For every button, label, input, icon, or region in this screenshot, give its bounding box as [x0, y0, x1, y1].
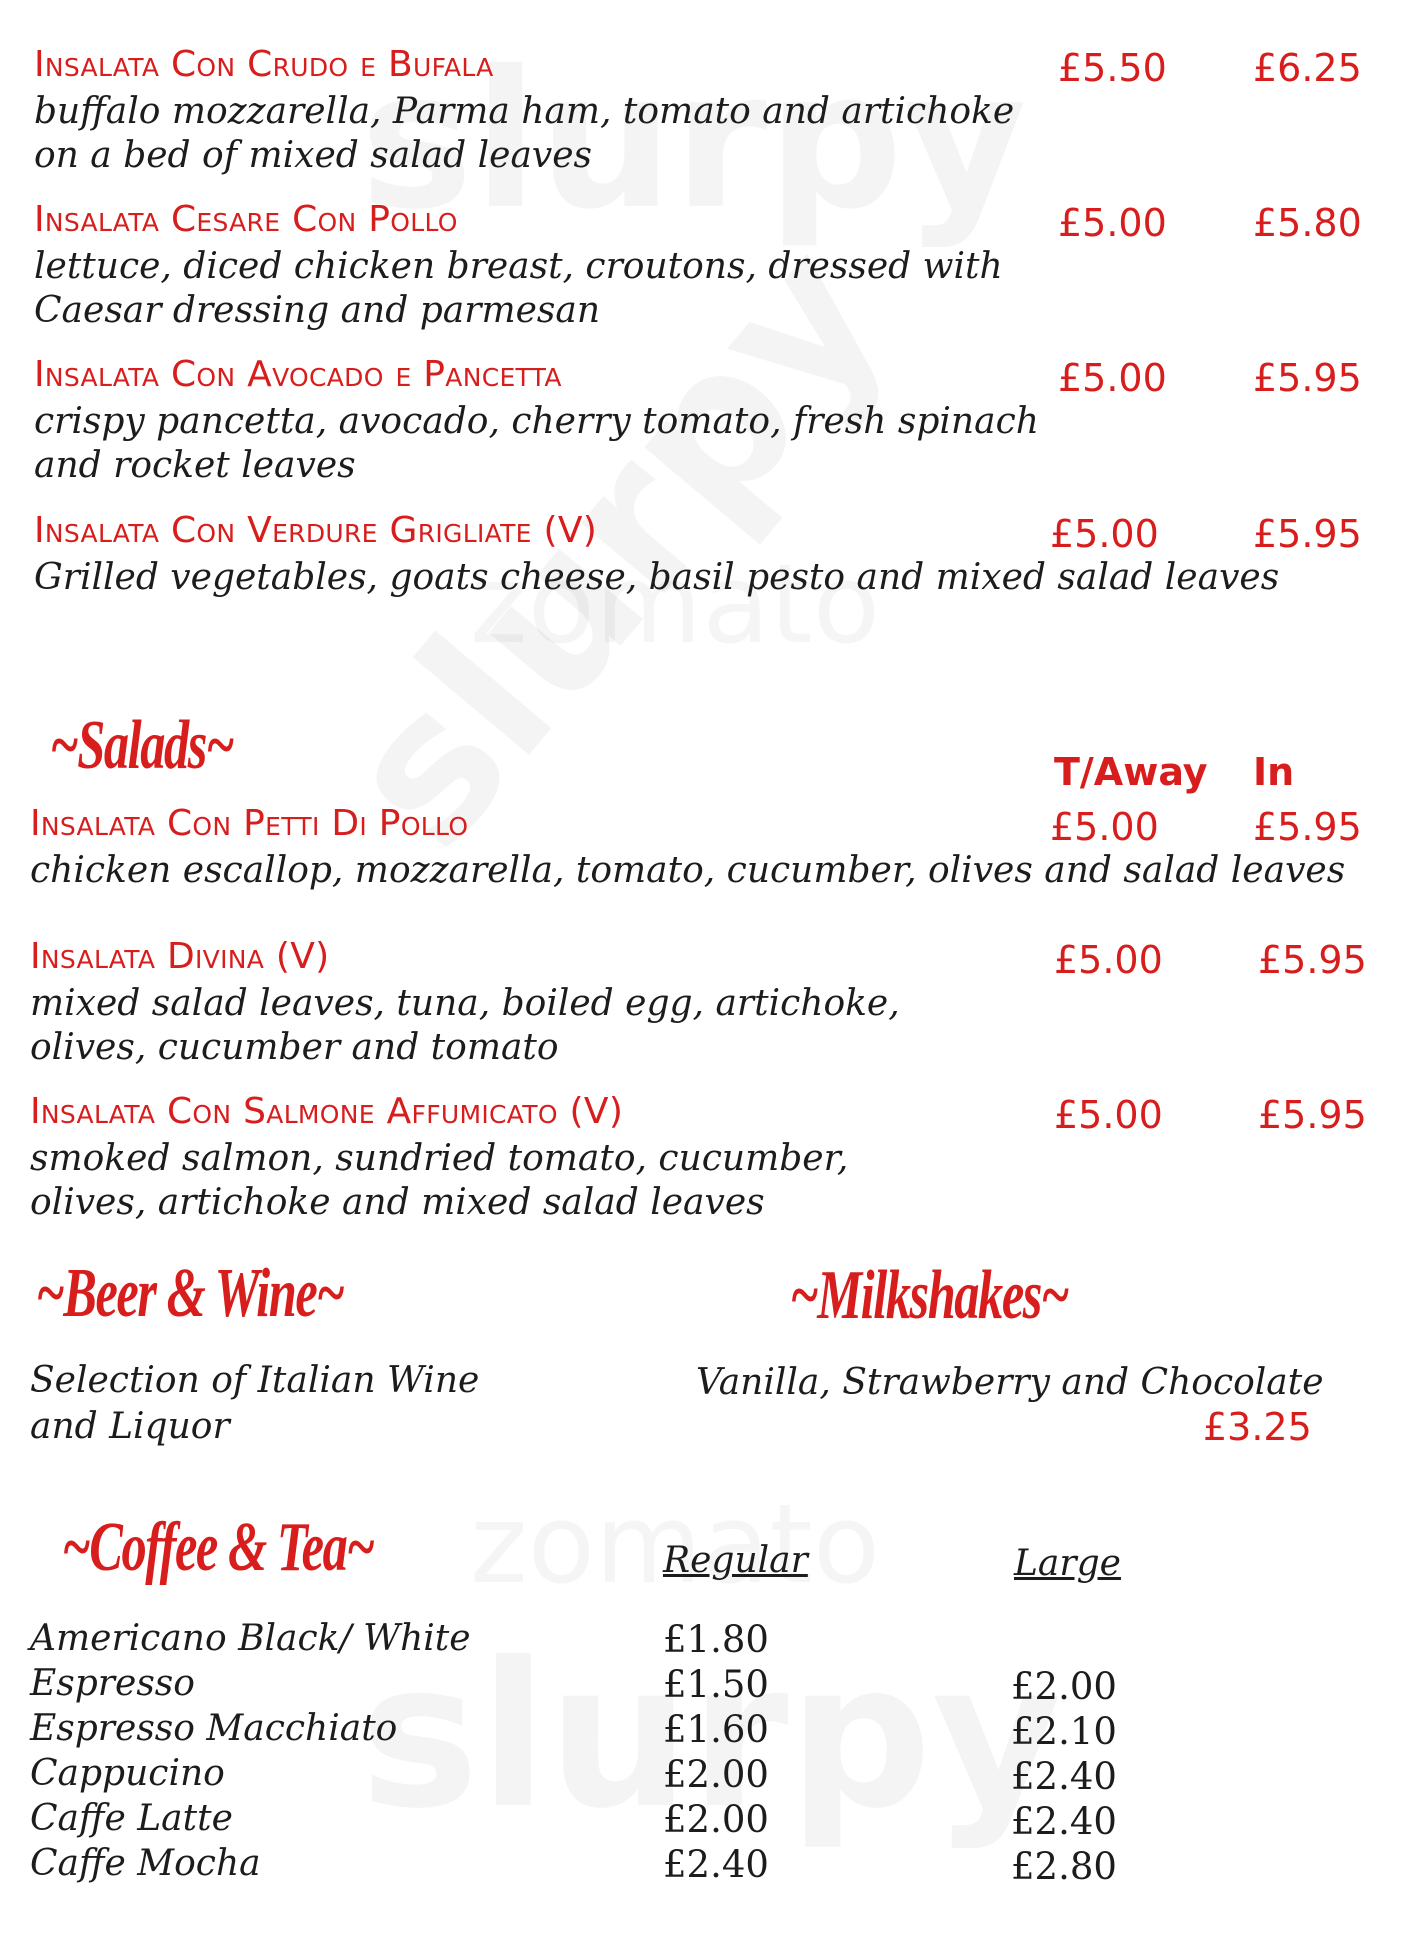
menu-item-description: chicken escallop, mozzarella, tomato, cucumber, olives and salad leaves: [30, 850, 1346, 891]
menu-item-description: smoked salmon, sundried tomato, cucumber,: [30, 1138, 849, 1179]
menu-item-description: lettuce, diced chicken breast, croutons, dressed with: [34, 246, 1003, 287]
price-eat-in: £5.95: [1258, 1093, 1367, 1137]
column-header-eat-in: In: [1253, 750, 1295, 794]
price-eat-in: £5.80: [1253, 201, 1362, 245]
menu-item-description: crispy pancetta, avocado, cherry tomato, fresh spinach: [34, 401, 1039, 442]
menu-item-description: olives, artichoke and mixed salad leaves: [30, 1182, 765, 1223]
price-eat-in: £5.95: [1258, 938, 1367, 982]
price-takeaway: £5.00: [1050, 512, 1159, 556]
coffee-item-name: Espresso: [30, 1663, 195, 1704]
price-large: £2.40: [1011, 1755, 1117, 1798]
menu-item-name: Insalata Divina (V): [30, 936, 330, 977]
menu-item-description: Grilled vegetables, goats cheese, basil pesto and mixed salad leaves: [34, 557, 1280, 598]
price-eat-in: £5.95: [1253, 805, 1362, 849]
coffee-item-name: Caffe Latte: [30, 1798, 233, 1839]
menu-item-description: olives, cucumber and tomato: [30, 1027, 559, 1068]
price-takeaway: £5.00: [1054, 938, 1163, 982]
price-takeaway: £5.00: [1058, 201, 1167, 245]
menu-item-name: Insalata Cesare Con Pollo: [34, 199, 458, 240]
coffee-item-name: Espresso Macchiato: [30, 1708, 398, 1749]
menu-item-description: on a bed of mixed salad leaves: [34, 135, 593, 176]
section-title-salads: ~Salads~: [50, 707, 234, 784]
menu-item-name: Insalata Con Salmone Affumicato (V): [30, 1091, 624, 1132]
column-header-large: Large: [1014, 1543, 1121, 1584]
price-large: £2.40: [1011, 1800, 1117, 1843]
menu-item-name: Insalata Con Avocado e Pancetta: [34, 354, 562, 395]
price-regular: £2.00: [663, 1753, 769, 1796]
section-title-milkshakes: ~Milkshakes~: [790, 1257, 1069, 1334]
column-header-regular: Regular: [663, 1540, 808, 1581]
menu-item-description: Caesar dressing and parmesan: [34, 290, 601, 331]
price-eat-in: £5.95: [1253, 356, 1362, 400]
milkshakes-price: £3.25: [1203, 1405, 1312, 1449]
price-takeaway: £5.00: [1050, 805, 1159, 849]
menu-item-description: and rocket leaves: [34, 445, 356, 486]
section-title-coffee-tea: ~Coffee & Tea~: [62, 1509, 374, 1586]
price-regular: £2.40: [663, 1843, 769, 1886]
price-large: £2.10: [1011, 1710, 1117, 1753]
price-large: £2.80: [1011, 1845, 1117, 1888]
menu-item-description: mixed salad leaves, tuna, boiled egg, artichoke,: [30, 983, 900, 1024]
price-takeaway: £5.00: [1054, 1093, 1163, 1137]
coffee-item-name: Cappucino: [30, 1753, 225, 1794]
price-regular: £1.80: [663, 1618, 769, 1661]
coffee-item-name: Caffe Mocha: [30, 1843, 261, 1884]
column-header-takeaway: T/Away: [1054, 750, 1208, 794]
price-regular: £1.50: [663, 1663, 769, 1706]
beer-wine-description: Selection of Italian Wine: [30, 1360, 480, 1401]
menu-item-name: Insalata Con Verdure Grigliate (V): [34, 510, 598, 551]
price-takeaway: £5.50: [1058, 46, 1167, 90]
section-title-beer-wine: ~Beer & Wine~: [36, 1255, 344, 1332]
price-regular: £2.00: [663, 1798, 769, 1841]
price-regular: £1.60: [663, 1708, 769, 1751]
price-eat-in: £6.25: [1253, 46, 1362, 90]
beer-wine-description: and Liquor: [30, 1406, 230, 1447]
milkshakes-description: Vanilla, Strawberry and Chocolate: [696, 1362, 1324, 1403]
menu-item-name: Insalata Con Crudo e Bufala: [34, 44, 494, 85]
price-takeaway: £5.00: [1058, 356, 1167, 400]
price-eat-in: £5.95: [1253, 512, 1362, 556]
price-large: £2.00: [1011, 1665, 1117, 1708]
coffee-item-name: Americano Black/ White: [30, 1618, 471, 1659]
menu-item-description: buffalo mozzarella, Parma ham, tomato and artichoke: [34, 91, 1015, 132]
menu-item-name: Insalata Con Petti Di Pollo: [30, 803, 469, 844]
